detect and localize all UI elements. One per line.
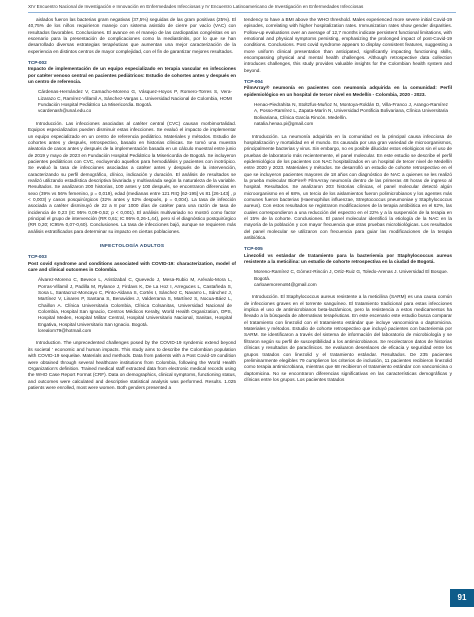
author-email: carloaemoreno84@gmail.com (254, 282, 317, 288)
header-rule (28, 12, 456, 13)
author-email: lorealom79@hotmail.com (38, 328, 92, 334)
continued-abstract-text: tendency to have a BMI above the WHO threshold. Males experienced more severe initial Covid-19 episodes, correlating with higher hospitalization rates. Immunization rates show gender disparities. Follow-up evaluations over an average of 12,7 months indicate persistent functional limitations, with emotional and physical symptoms persisting, emphasizing the prolonged impact of post-Covid-19 conditions. Conclusions. Post covid syndrome appears to display consistent features, suggesting a more uniform clinical presentation than anticipated, significantly impacting functioning skills, encompassing physical and mental health challenges. Although retrospective data collection introduces challenges, this study provides valuable insights for the Colombian health system and beyond. (244, 17, 452, 73)
abstract-body: Introducción. La neumonía adquirida en la comunidad es la principal causa infecciosa de hospitalización y mortalidad en el mundo. Es causada por una gran variedad de microorganismos, principalmente bacterias y virus. Sin embargo, no es posible dilucidar estos etiológicos sin el uso de pruebas de laboratorio más recientemente, el panel molecular. En este estudio se describe el perfil epidemiológico de los pacientes con NAC hospitalizados en un hospital de tercer nivel de Medellín entre 2020 y 2023. Materiales y métodos. Se desarrolló un estudio de cohorte retrospectivo en el que se incluyeron pacientes mayores de 18 años con diagnóstico de NAC a quienes se les realizó la prueba molecular BioFire® FilmArray neumonía dentro de las primeras 48 horas de ingreso al hospital. Resultados. Se analizaron 203 historias clínicas, el panel molecular detectó algún microorganismo en el 68%, un tercio de los aislamientos fueron polimicrobianos y los agentes más comunes fueron bacterias (Haemophilus influenzae, Streptococcus pneumoniae y Staphylococcus aureus). Con estos resultados se registraron modificaciones de la terapia antibiótica en el 62%, las cuales correspondieron a una reducción del espectro en el 22% y a la suspensión de la terapia en el 15% de la cohorte. Conclusiones. El panel molecular identificó la etiología de la NAC en la mayoría de la población y con mayor frecuencia que otras pruebas microbiológicas. Los resultados del panel molecular se utilizaron con frecuencia para guiar las modificaciones de la terapia antibiótica. (244, 133, 452, 240)
abstract-body: Introducción. Las infecciones asociadas al catéter central (CVC) causan morbimortalidad. Equipos especializados pueden disminuir estas infecciones. Se evaluó el impacto de implementar un equipo especializado en un centro de referencia pediátrico. Materiales y métodos. Estudio de cohortes antes y después, retrospectivo, basado en historias clínicas. Se tomó una muestra aleatoria de casos antes y después de la implementación basada en un cálculo muestral entre junio de 2019 y mayo de 2023 en Fundación Hospital Pediátrico la Misericordia de Bogotá. Se incluyeron pacientes pediátricos con CVC, excluyendo aquellos para hemodiálisis y pacientes con inotrópico. Se evaluó la tasa de infecciones asociadas a catéter antes y después de la intervención, caracterizando su perfil demográfico, clínico, indicación y duración. El análisis de resultados se realizó utilizando estadística descriptiva bivariada y multivariada según la naturaleza de la variable. Resultados. Se analizaron 200 historias, 100 antes y 100 después, se encontraron diferencias en sexo (39% vs 56% femenino, p = 0,019), edad (medianas entre 121 RIQ [62-195] vs 81 [26-143] , p < 0,003) y casos posquirúrgicos (32% antes y 52% después, p = 0,004). La tasa de infección asociada a catéter disminuyó de 22 a 8 por 1000 días de catéter para una razón de tasa de incidencia de 0,23 (IC 95% 0,09-0,52; p < 0,001). El análisis multivariado no mostró como factor principal el grupo de intervención (RR 0,61; IC 95% 0,26-1,44), pero sí el diagnóstico postquirúrgico (RR 0,20; IC95% 0,07-0,60). Conclusiones. La tasa de infecciones bajó, aunque se requieren más análisis estratificados para determinar su impacto en ciertas poblaciones. (28, 120, 236, 234)
abstract-tcp-003 (28, 254, 236, 391)
header-title: XIV Encuentro Nacional de Investigación e Innovación en Enfermedades Infecciosas y IV Encuentro Latinoamericano de Investigación en Enfermedades Infecciosas (28, 4, 364, 9)
abstract-body: Introduction. The unprecedented challenges posed by the COVID-19 syndemic extend beyond its societal ' economic and human impacts. This study aims to describe the Colombian population with COVID-19 sequelae. Materials and methods. Data from patients with a Post Covid-19 condition were obtained through several healthcare institutions from Colombia, following the World Health Organization's definition. Trained medical staff extracted data from electronic medical records using the WHO Case Report Format (CRF). Data on demographics, clinical symptoms, functioning status, and outcomes were calculated and descriptive statistical analysis was performed. Results. 1.025 patients were enrolled, most were women. Both genders presented a (28, 340, 236, 390)
continued-abstract-text: aislados fueron las bacterias gram negativas (37,5%) seguidas de las gram positivas (25%). El 40,75% de los niños requirieron manejo con sistema asistido de cierre por vacío (VAC) con resultados favorables. Conclusiones. El avance en el manejo de las cardiopatías congénitas es un escenario para la presentación de complicaciones como la mediastinitis, por lo que se han desarrollado diversas estrategias terapéuticas que aumentan una mejor caracterización de la experiencia en distintos centros de mayor complejidad, con el fin de garantizar mejores resultados. (28, 17, 236, 54)
abstract-tcp-002 (28, 60, 236, 235)
abstract-title: FilmArray® neumonía en pacientes con neumonía adquirida en la comunidad: Perfil epidemiológico en un hospital de tercer nivel en Medellín - Colombia, 2020 - 2023. (244, 85, 452, 97)
abstract-authors: Cárdenas-Hernández V, Camacho-Moreno G, Vásquez-Hoyos P, Romero-Torres S, Vera-Lizarazo C, Ramírez-Villamil A, Sánchez-Vargas L. Universidad Nacional de Colombia, HOMI Fundación Hospital Pediátrico La Misericordia. Bogotá. (38, 89, 232, 108)
page-number: 91 (457, 593, 467, 602)
abstract-title: Impacto de implementación de un equipo especializado en terapia vascular en infecciones por catéter venoso central en pacientes pediátricos: Estudio de cohortes antes y después en un centro de referencia. (28, 66, 236, 85)
author-email: natalia.henao.pi@gmail.com (254, 121, 314, 127)
left-column (28, 17, 236, 391)
abstract-authors: Álvarez-Moreno C, Bevece L, Aristizabal C, Quevedo J, Mesa-Rubio M, Arévalo-Mora L, Porras-Villamil J, Padilla M, Rylance J, Firdavs K, De La Hoz I, Arreguces L, Castañeda S, Sosa L, Santacruz-Moncayo C, Pinto-Aldana S, Cortés I, Sánchez C, Navarro L, Sánchez J, Martínez V, Linares P, Santana S, Benavides J, Valderrama S, Martínez S, Nocua-Báez L, Chaillon A. Clínica Universitaria Colombia, Clínica Colsanitas, Universidad Nacional de Colombia, Hospital San Ignacio, Centros Médicos Keralty, World Health Organization, OPS, Hospital Meden, Hospital Militar Central, Hospital Universitario Nacional, Sanitas, Hospital Engativa, Hospital Universitario San Ignacio. Bogotá. (38, 277, 232, 327)
abstract-authors: Henao-Piedrahita N, Stoltzfus-Muñoz N, Montoya-Roldán D, Villa-Franco J, Arango-Ramírez A, Posso-Ramírez L, Zapata-Marín N, Universidad Pontificia Bolivariana, Clínica Universitaria Bolivariana, Clínica García Rincón. Medellín. (254, 102, 448, 120)
author-email: vcardenash@unal.edu.co (38, 108, 92, 114)
abstract-code: TCP-002 (28, 60, 47, 66)
running-header (0, 0, 474, 14)
abstract-tcp-004 (244, 79, 452, 241)
abstract-code: TCP-005 (244, 246, 263, 252)
abstract-title: Post covid syndrome and conditions associated with COVID-19: characterization, model of care and clinical outcomes in Colombia. (28, 260, 236, 273)
right-column (244, 17, 452, 383)
abstract-code: TCP-004 (244, 79, 263, 85)
abstract-title: Linezolid vs estándar de tratamiento para la bacteriemia por Staphylococcus aureus resistente a la meticilina: un estudio de cohorte retrospectiva en la ciudad de Bogotá. (244, 252, 452, 265)
section-heading: INFECTOLOGÍA ADULTOS (99, 243, 165, 248)
abstract-authors: Moreno-Ramírez C, Gómez-Rincón J, Ortiz-Ruiz G, Toledo-Arenas J. Universidad El Bosque. Bogotá. (254, 269, 448, 281)
abstract-code: TCP-003 (28, 254, 47, 260)
abstract-tcp-005 (244, 246, 452, 383)
abstract-body: Introducción. El Staphylococcus aureus resistente a la meticilina (SARM) es una causa común de infecciones graves en el torrente sanguíneo. El tratamiento tradicional para estas infecciones implica el uso de antimicrobianos beta-lactámicos, pero la resistencia a estos medicamentos ha llevado a la búsqueda de alternativas terapéuticas. En este escenario este estudio busca comparar el tratamiento con linezolid con el tratamiento estándar que incluye vancomicina o daptomicina. Materiales y métodos. Estudio de cohorte retrospectivo que incluyó pacientes con bacteriemia por SARM. Se identificaron a través del sistema de información del laboratorio de microbiología y se filtraron según su perfil de susceptibilidad a los antimicrobianos. Se recolectaron datos de historias clínicas y resultados de paraclínicos. Se evaluaron desenlaces de eficacia y seguridad entre los grupos tratados con linezolid y el tratamiento estándar. Resultados. De 235 pacientes preliminarmente elegibles 79 cumplieron los criterios de inclusión, 11 pacientes recibieron linezolid como terapia antimicrobiana, mientras que 68 recibieron el tratamiento estándar con vancomicina o daptomicina. No se encontraron diferencias significativas en las características demográficas y clínicas entre los grupos. Los pacientes tratados (244, 294, 452, 382)
